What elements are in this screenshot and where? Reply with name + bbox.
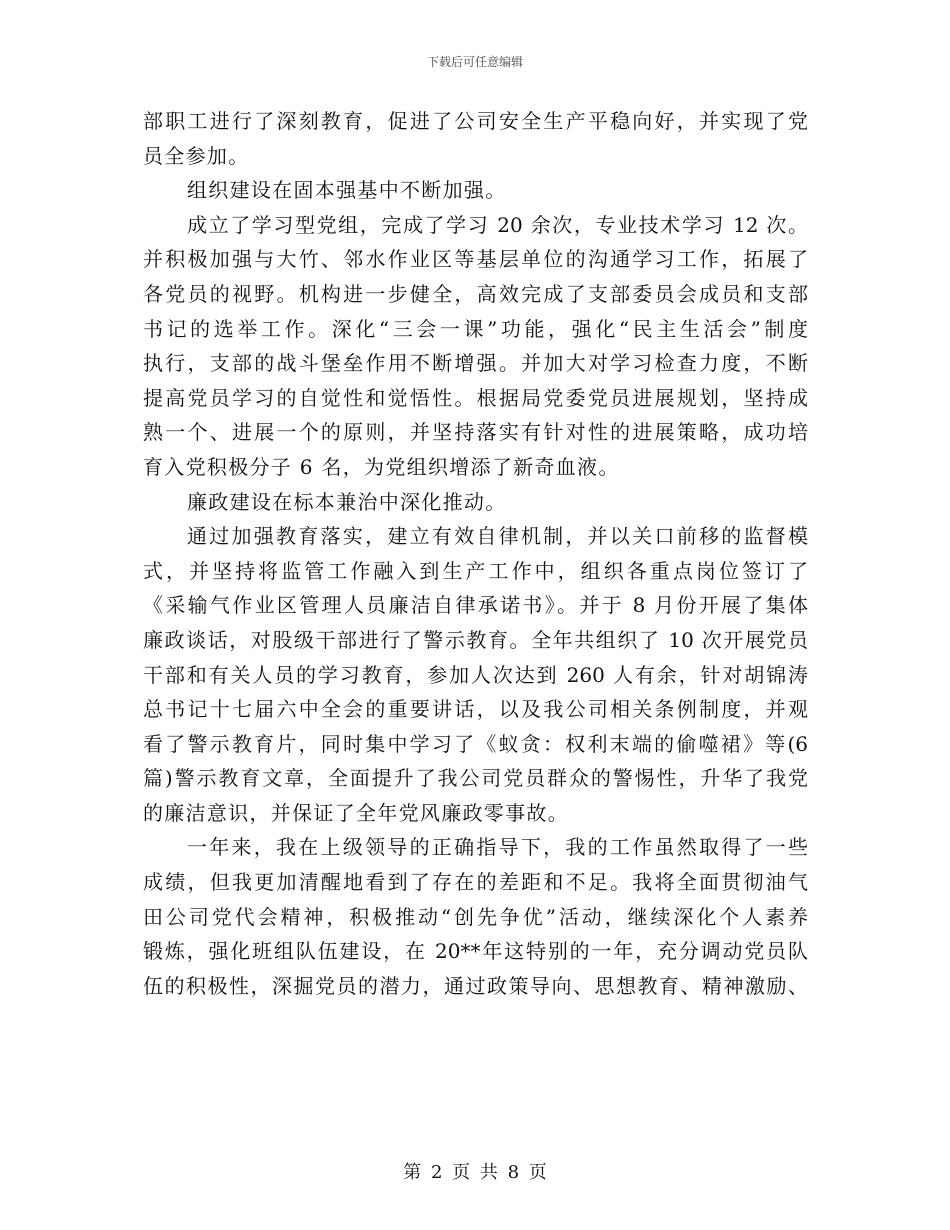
text-line: 书记的选举工作。深化“三会一课”功能，强化“民主生活会”制度 xyxy=(143,316,808,341)
text-line: 田公司党代会精神，积极推动“创先争优”活动，继续深化个人素养 xyxy=(143,904,808,929)
document-body xyxy=(143,104,808,1003)
text-line: 成绩，但我更加清醒地看到了存在的差距和不足。我将全面贯彻油气 xyxy=(143,870,808,895)
text-line: 员全参加。 xyxy=(143,143,250,168)
text-line: 廉政谈话，对股级干部进行了警示教育。全年共组织了 10 次开展党员 xyxy=(143,627,808,652)
text-line: 总书记十七届六中全会的重要讲话，以及我公司相关条例制度，并观 xyxy=(143,697,808,722)
text-line: 干部和有关人员的学习教育，参加人次达到 260 人有余，针对胡锦涛 xyxy=(143,662,808,687)
text-line: 熟一个、进展一个的原则，并坚持落实有针对性的进展策略，成功培 xyxy=(143,420,808,445)
text-line: 各党员的视野。机构进一步健全，高效完成了支部委员会成员和支部 xyxy=(143,281,808,306)
text-line: 通过加强教育落实，建立有效自律机制，并以关口前移的监督模 xyxy=(187,524,808,549)
text-line: 一年来，我在上级领导的正确指导下，我的工作虽然取得了一些 xyxy=(187,835,808,860)
text-line: 提高党员学习的自觉性和觉悟性。根据局党委党员进展规划，坚持成 xyxy=(143,385,808,410)
text-line: 看了警示教育片，同时集中学习了《蚁贪：权利末端的偷噬裙》等(6 xyxy=(143,731,808,756)
text-line: 式，并坚持将监管工作融入到生产工作中，组织各重点岗位签订了 xyxy=(143,558,808,583)
text-line: 组织建设在固本强基中不断加强。 xyxy=(187,178,507,203)
text-line: 的廉洁意识，并保证了全年党风廉政零事故。 xyxy=(143,800,569,825)
text-line: 《采输气作业区管理人员廉洁自律承诺书》。并于 8 月份开展了集体 xyxy=(143,593,808,618)
text-line: 篇)警示教育文章，全面提升了我公司党员群众的警惕性，升华了我党 xyxy=(143,766,808,791)
text-line: 并积极加强与大竹、邻水作业区等基层单位的沟通学习工作，拓展了 xyxy=(143,247,808,272)
page-header: 下载后可任意编辑 xyxy=(426,55,523,69)
text-line: 育入党积极分子 6 名，为党组织增添了新奇血液。 xyxy=(143,454,620,479)
text-line: 伍的积极性，深掘党员的潜力，通过政策导向、思想教育、精神激励、 xyxy=(143,973,808,998)
text-line: 廉政建设在标本兼治中深化推动。 xyxy=(187,489,507,514)
text-line: 执行，支部的战斗堡垒作用不断增强。并加大对学习检查力度，不断 xyxy=(143,351,808,376)
page-number-footer: 第 2 页 共 8 页 xyxy=(403,1162,547,1183)
text-line: 成立了学习型党组，完成了学习 20 余次，专业技术学习 12 次。 xyxy=(187,212,808,237)
text-line: 部职工进行了深刻教育，促进了公司安全生产平稳向好，并实现了党 xyxy=(143,109,808,133)
text-line: 锻炼，强化班组队伍建设，在 20**年这特别的一年，充分调动党员队 xyxy=(143,939,808,964)
